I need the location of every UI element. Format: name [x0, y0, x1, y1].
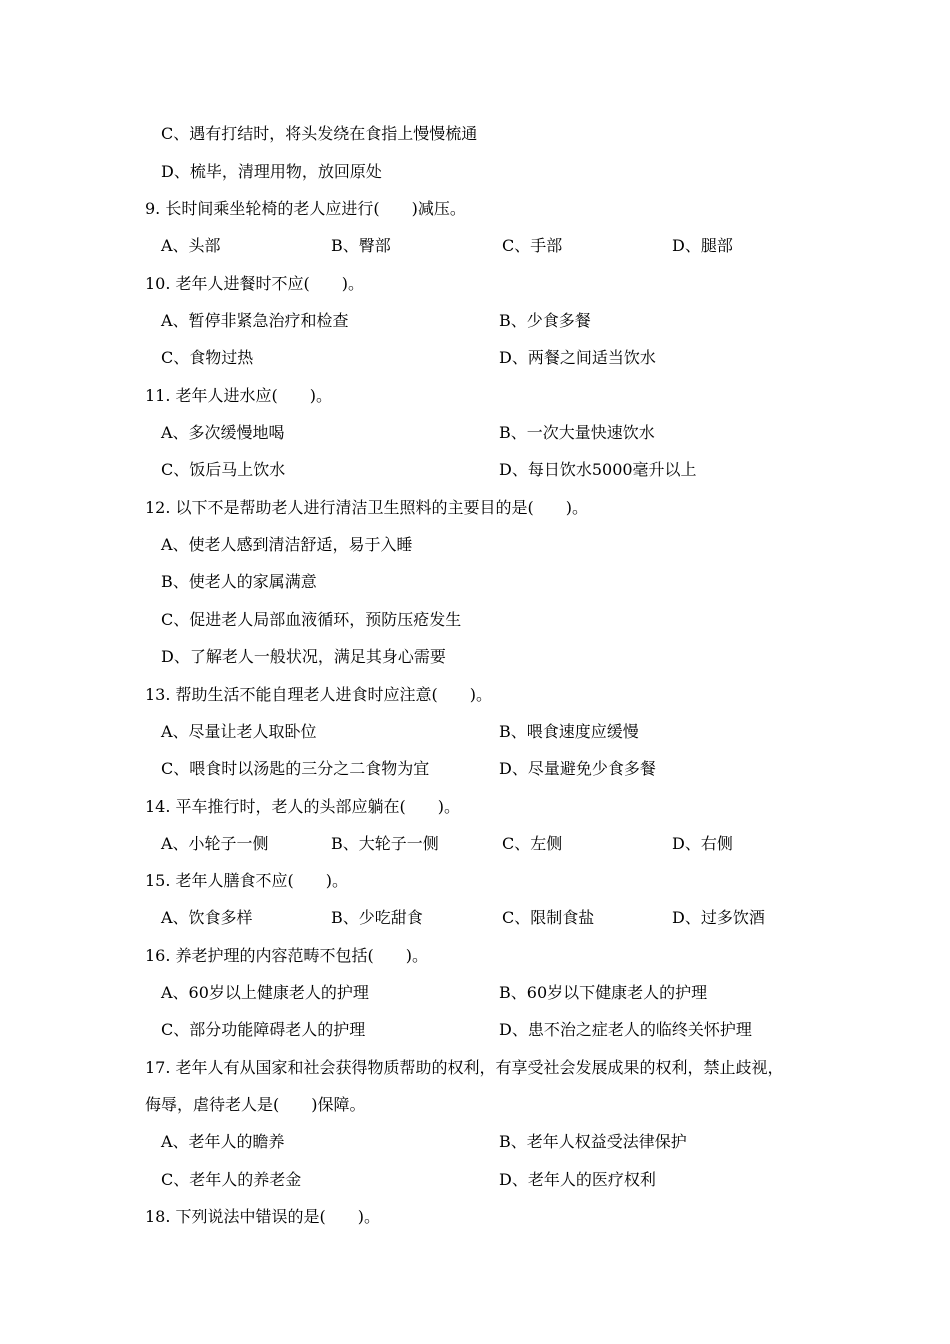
option-10d: D、两餐之间适当饮水: [499, 348, 656, 367]
option-10a: A、暂停非紧急治疗和检查: [161, 311, 349, 330]
option-14c: C、左侧: [502, 834, 563, 853]
options-14: [0, 834, 950, 854]
option-13a: A、尽量让老人取卧位: [161, 722, 317, 741]
option-13d: D、尽量避免少食多餐: [499, 759, 656, 778]
options-10-cd: [0, 348, 950, 368]
option-11d: D、每日饮水5000毫升以上: [499, 460, 697, 479]
option-15c: C、限制食盐: [502, 908, 595, 927]
option-12a: A、使老人感到清洁舒适，易于入睡: [161, 535, 413, 554]
option-15a: A、饮食多样: [161, 908, 253, 927]
question-17-line1: 17. 老年人有从国家和社会获得物质帮助的权利，有享受社会发展成果的权利，禁止歧视，: [145, 1058, 784, 1077]
option-16a: A、60岁以上健康老人的护理: [161, 983, 369, 1002]
option-13c: C、喂食时以汤匙的三分之二食物为宜: [161, 759, 430, 778]
question-11: 11. 老年人进水应( )。: [145, 386, 333, 405]
options-15: [0, 908, 950, 928]
options-17-cd: [0, 1170, 950, 1190]
option-17b: B、老年人权益受法律保护: [499, 1132, 687, 1151]
option-9c: C、手部: [502, 236, 563, 255]
option-10c: C、食物过热: [161, 348, 254, 367]
options-16-ab: [0, 983, 950, 1003]
options-9: [0, 236, 950, 256]
question-9: 9. 长时间乘坐轮椅的老人应进行( )减压。: [145, 199, 466, 218]
question-16: 16. 养老护理的内容范畴不包括( )。: [145, 946, 429, 965]
options-17-ab: [0, 1132, 950, 1152]
option-17c: C、老年人的养老金: [161, 1170, 302, 1189]
options-16-cd: [0, 1020, 950, 1040]
option-13b: B、喂食速度应缓慢: [499, 722, 639, 741]
option-16b: B、60岁以下健康老人的护理: [499, 983, 708, 1002]
option-17a: A、老年人的瞻养: [161, 1132, 285, 1151]
option-16c: C、部分功能障碍老人的护理: [161, 1020, 366, 1039]
options-11-ab: [0, 423, 950, 443]
question-14: 14. 平车推行时，老人的头部应躺在( )。: [145, 797, 461, 816]
option-14b: B、大轮子一侧: [331, 834, 439, 853]
option-11c: C、饭后马上饮水: [161, 460, 286, 479]
option-11b: B、一次大量快速饮水: [499, 423, 655, 442]
option-15d: D、过多饮酒: [672, 908, 765, 927]
options-11-cd: [0, 460, 950, 480]
options-13-cd: [0, 759, 950, 779]
question-13: 13. 帮助生活不能自理老人进食时应注意( )。: [145, 685, 493, 704]
options-10-ab: [0, 311, 950, 331]
options-13-ab: [0, 722, 950, 742]
option-16d: D、患不治之症老人的临终关怀护理: [499, 1020, 752, 1039]
option-9b: B、臀部: [331, 236, 391, 255]
option-12c: C、促进老人局部血液循环，预防压疮发生: [161, 610, 462, 629]
option-8d: D、梳毕，清理用物，放回原处: [161, 162, 382, 181]
option-11a: A、多次缓慢地喝: [161, 423, 285, 442]
option-12d: D、了解老人一般状况，满足其身心需要: [161, 647, 446, 666]
option-15b: B、少吃甜食: [331, 908, 423, 927]
option-14a: A、小轮子一侧: [161, 834, 269, 853]
question-12: 12. 以下不是帮助老人进行清洁卫生照料的主要目的是( )。: [145, 498, 589, 517]
option-10b: B、少食多餐: [499, 311, 591, 330]
option-9d: D、腿部: [672, 236, 733, 255]
option-12b: B、使老人的家属满意: [161, 572, 317, 591]
option-8c: C、遇有打结时，将头发绕在食指上慢慢梳通: [161, 124, 478, 143]
option-14d: D、右侧: [672, 834, 733, 853]
question-10: 10. 老年人进餐时不应( )。: [145, 274, 365, 293]
option-9a: A、头部: [161, 236, 221, 255]
question-15: 15. 老年人膳食不应( )。: [145, 871, 349, 890]
question-17-line2: 侮辱，虐待老人是( )保障。: [145, 1095, 366, 1114]
option-17d: D、老年人的医疗权利: [499, 1170, 656, 1189]
question-18: 18. 下列说法中错误的是( )。: [145, 1207, 381, 1226]
